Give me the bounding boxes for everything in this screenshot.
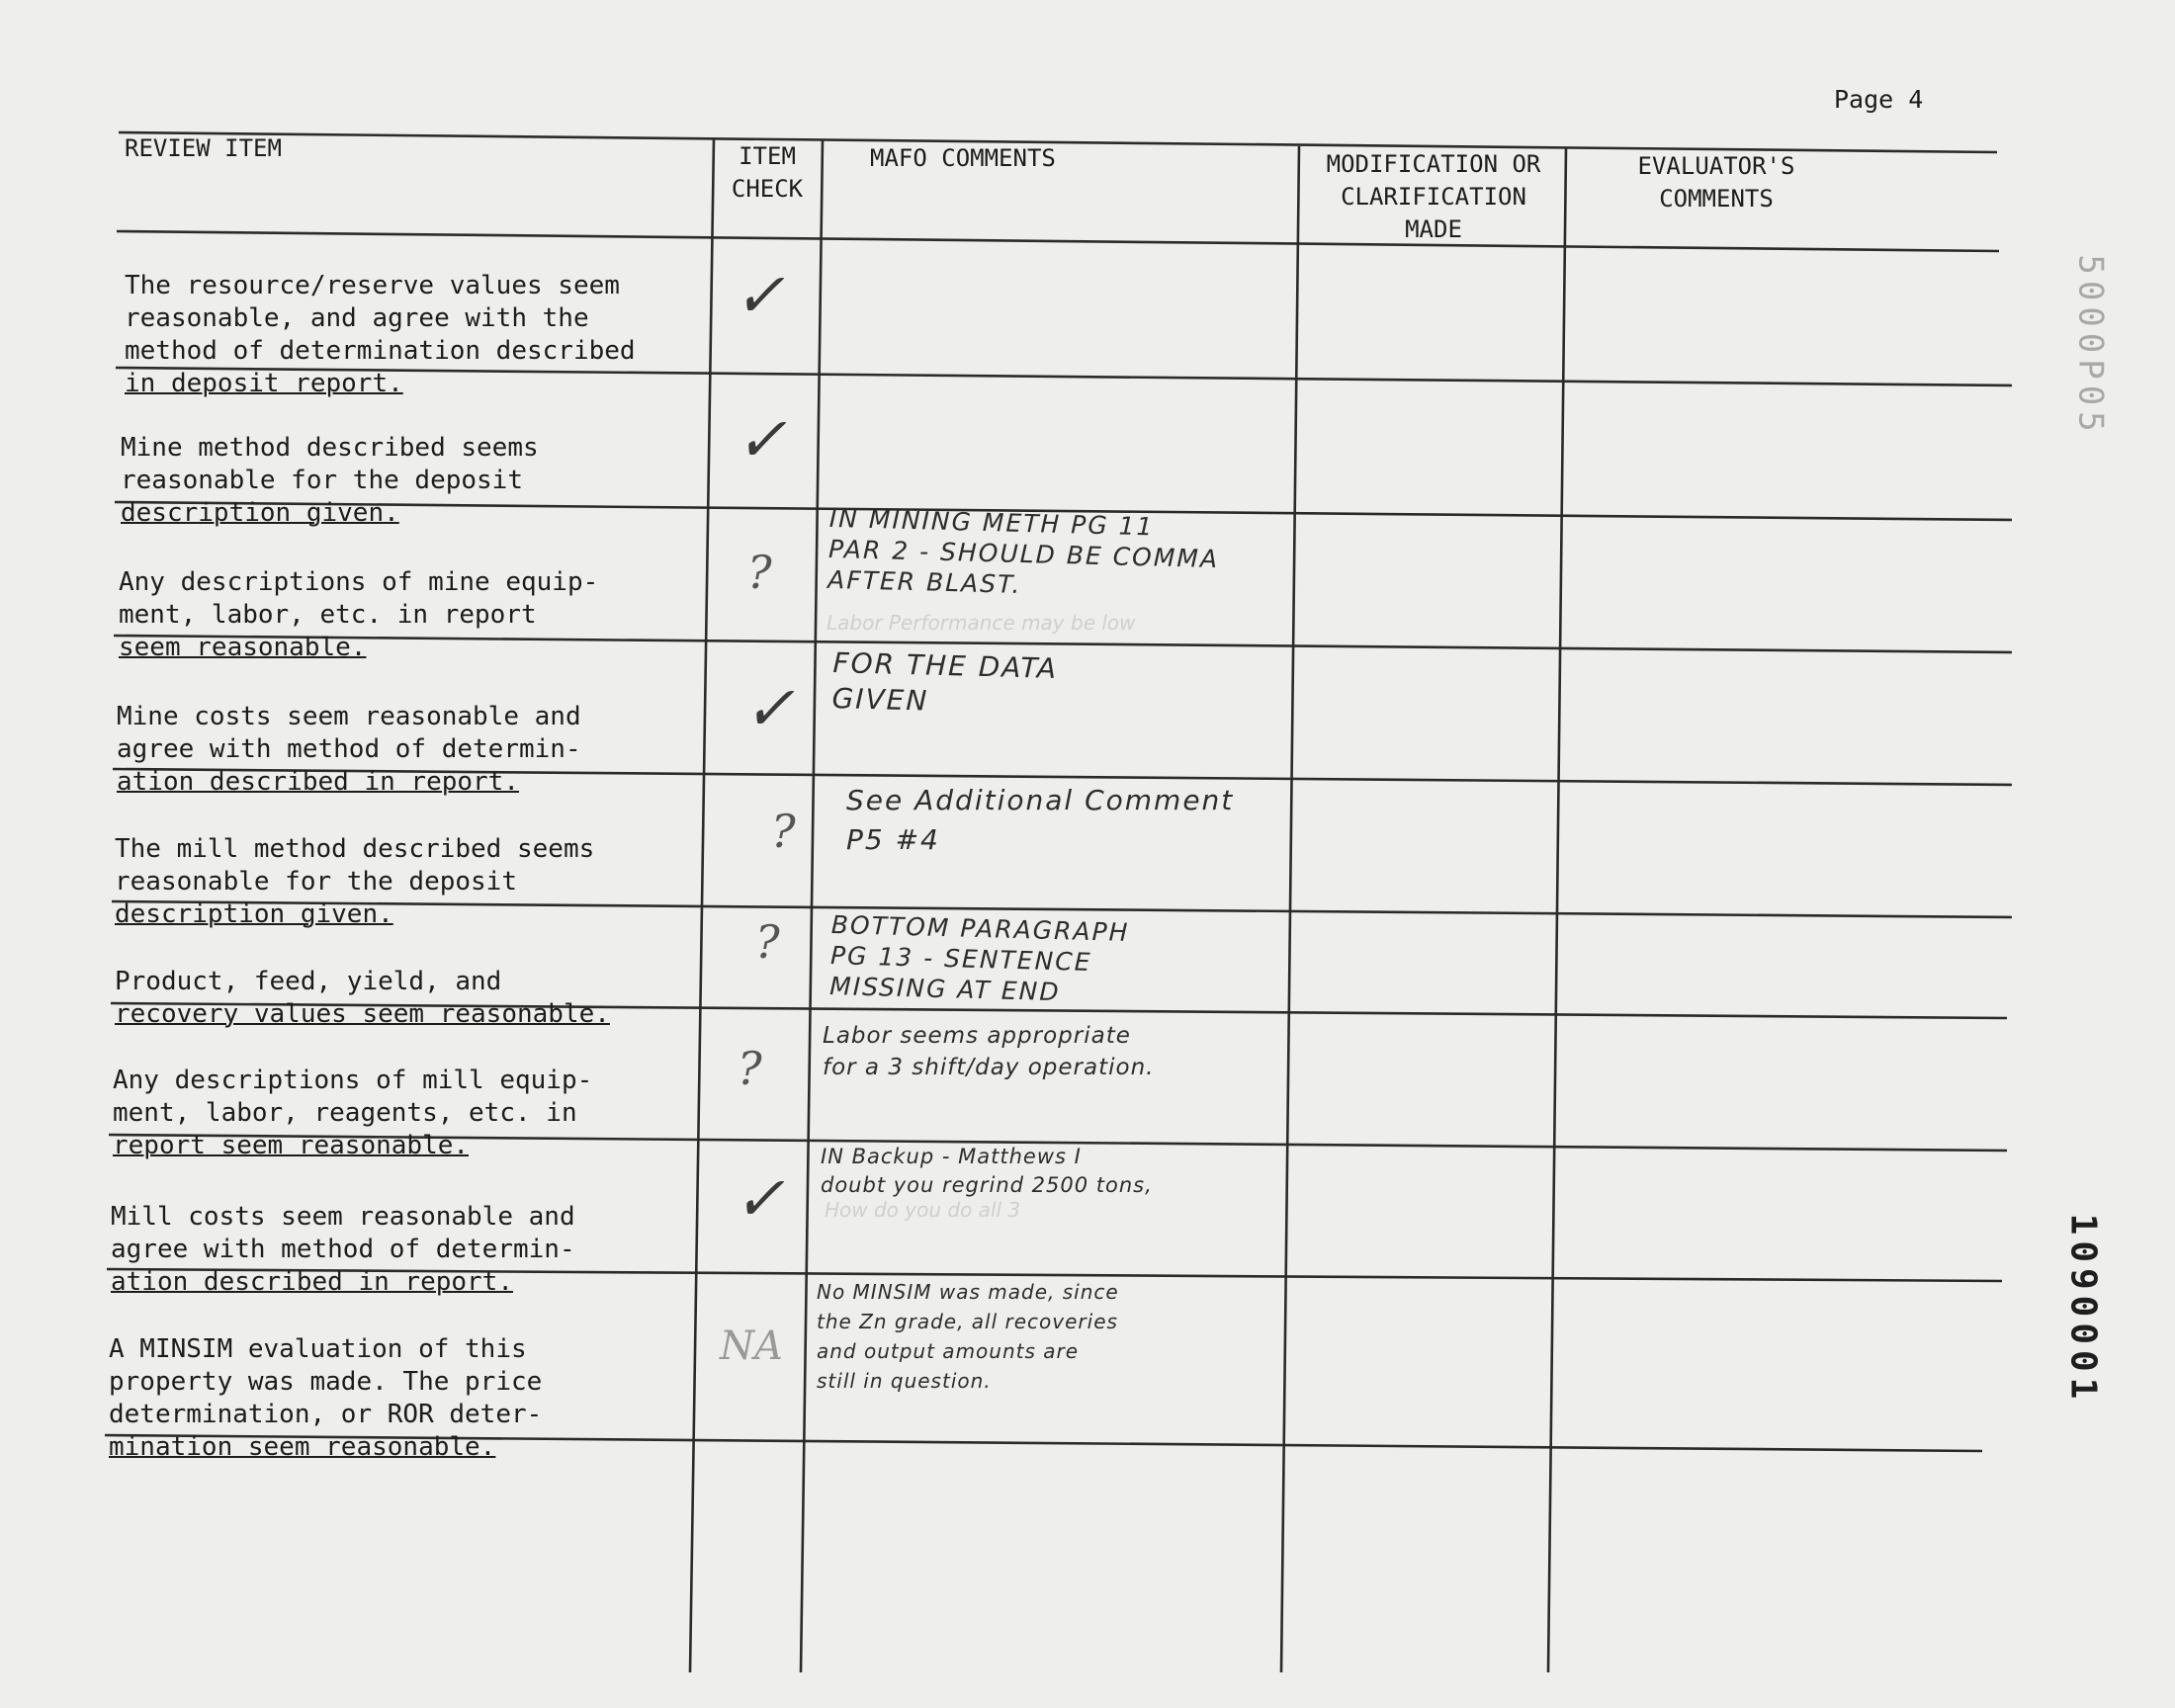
col-line-4 xyxy=(1548,148,1566,1672)
review-item-text: Mine costs seem reasonable and agree with method of determin- xyxy=(117,702,581,764)
header-top-line xyxy=(119,132,1997,152)
header-evaluator-comments: EVALUATOR'S COMMENTS xyxy=(1637,152,1795,213)
review-item-9 xyxy=(109,1301,692,1464)
col-line-3 xyxy=(1281,146,1299,1672)
review-item-last-line: mination seem reasonable. xyxy=(109,1432,496,1462)
page-number: Page 4 xyxy=(1834,85,1924,114)
review-item-text: The mill method described seems reasonable for the deposit xyxy=(115,834,595,897)
mafo-comment-8: IN Backup - Matthews I doubt you regrind 2500 tons, xyxy=(821,1145,1153,1197)
mafo-comment-4: FOR THE DATA GIVEN xyxy=(831,646,1059,718)
faint-erased-text-8: How do you do all 3 xyxy=(825,1198,1021,1222)
review-item-last-line: seem reasonable. xyxy=(119,633,367,662)
review-item-last-line: report seem reasonable. xyxy=(113,1131,470,1160)
review-item-6 xyxy=(115,933,698,1031)
review-item-1 xyxy=(125,237,708,400)
review-item-text: A MINSIM evaluation of this property was made. The price determination, or ROR deter- xyxy=(109,1334,543,1429)
mafo-comment-3: IN MINING METH PG 11 PAR 2 - SHOULD BE COMMA AFTER BLAST. xyxy=(826,503,1220,599)
check-mark-8: ✓ xyxy=(734,1162,785,1235)
review-item-5 xyxy=(115,801,698,931)
na-mark-9: NA xyxy=(720,1324,783,1369)
mafo-comment-5: See Additional Comment P5 #4 xyxy=(846,784,1235,856)
review-item-8 xyxy=(111,1168,694,1299)
review-item-last-line: in deposit report. xyxy=(125,369,403,398)
faint-erased-text-3: Labor Performance may be low xyxy=(826,611,1136,635)
review-item-last-line: description given. xyxy=(115,899,393,929)
review-item-text: Mine method described seems reasonable for the deposit xyxy=(121,433,539,495)
review-item-3 xyxy=(119,534,702,664)
header-modification: MODIFICATION OR CLARIFICATION MADE xyxy=(1326,150,1541,243)
header-item-check: ITEM CHECK xyxy=(731,142,804,203)
margin-stamp-bottom: 1090001 xyxy=(2062,1213,2104,1406)
review-item-last-line: description given. xyxy=(121,498,399,528)
review-item-text: Product, feed, yield, and xyxy=(115,967,502,996)
review-item-last-line: ation described in report. xyxy=(117,767,519,797)
mafo-comment-6: BOTTOM PARAGRAPH PG 13 - SENTENCE MISSING AT END xyxy=(828,910,1130,1007)
check-mark-1: ✓ xyxy=(734,259,785,331)
review-item-text: Mill costs seem reasonable and agree with method of determin- xyxy=(111,1202,575,1264)
review-item-7 xyxy=(113,1032,696,1162)
check-mark-2: ✓ xyxy=(736,403,787,475)
check-mark-4: ✓ xyxy=(743,672,795,744)
question-mark-6: ? xyxy=(755,915,780,969)
review-item-4 xyxy=(117,668,700,799)
review-item-text: The resource/reserve values seem reasonable, and agree with the method of determination described xyxy=(125,271,636,366)
review-item-last-line: ation described in report. xyxy=(111,1267,513,1297)
review-item-2 xyxy=(121,399,704,530)
question-mark-7: ? xyxy=(738,1042,762,1095)
mafo-comment-7: Labor seems appropriate for a 3 shift/day operation. xyxy=(823,1023,1155,1080)
margin-stamp-top: 5000P05 xyxy=(2070,254,2111,438)
header-mafo-comments: MAFO COMMENTS xyxy=(870,144,1056,172)
header-review-item: REVIEW ITEM xyxy=(125,134,282,162)
review-item-text: Any descriptions of mill equip- ment, labor, reagents, etc. in xyxy=(113,1066,593,1128)
mafo-comment-9: No MINSIM was made, since the Zn grade, all recoveries and output amounts are still in question. xyxy=(817,1280,1119,1393)
question-mark-5: ? xyxy=(771,805,796,858)
question-mark-3: ? xyxy=(747,546,772,599)
review-item-text: Any descriptions of mine equip- ment, labor, etc. in report xyxy=(119,567,599,630)
review-item-last-line: recovery values seem reasonable. xyxy=(115,999,610,1029)
